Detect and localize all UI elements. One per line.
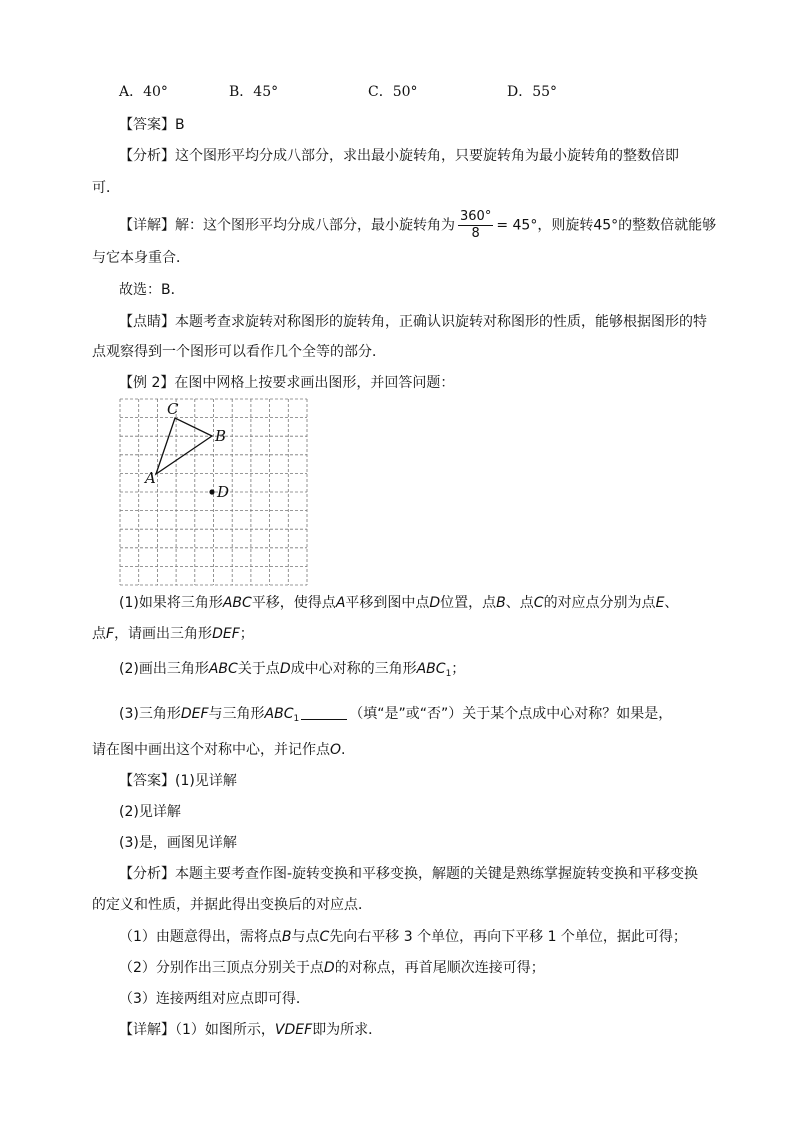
choice-line: 故选：B． bbox=[119, 282, 185, 298]
answer2-line bbox=[119, 771, 237, 791]
detail2-v: V bbox=[274, 1022, 285, 1038]
label-d: D bbox=[217, 483, 230, 501]
answer2-item-2: (2)见详解 bbox=[119, 804, 181, 820]
part2-tri-c: C bbox=[435, 661, 446, 677]
part3-tri-a: A bbox=[264, 706, 275, 722]
label-a: A bbox=[145, 469, 156, 487]
part2-line bbox=[119, 659, 465, 684]
step-1-text: 先向右平移 3 个单位，再向下平移 1 个单位，据此可得； bbox=[329, 929, 687, 945]
answer2-item-1: (1)见详解 bbox=[175, 773, 237, 789]
analysis2-tag: 【分析】 bbox=[119, 866, 175, 882]
step-2-text: （2）分别作出三顶点分别关于点 bbox=[119, 960, 324, 976]
step-1-text: 与点 bbox=[291, 929, 320, 945]
answer2-item-3: (3)是，画图见详解 bbox=[119, 835, 237, 851]
comment-line bbox=[119, 312, 707, 332]
option-b: B．45° bbox=[229, 84, 279, 100]
detail2-tag: 【详解】 bbox=[119, 1022, 175, 1038]
part1-def: DEF bbox=[212, 626, 240, 642]
detail2-line bbox=[119, 1020, 382, 1040]
part1-text: 平移到图中点 bbox=[345, 595, 430, 611]
step-1-point-c: C bbox=[319, 929, 330, 945]
part2-text: 关于点 bbox=[237, 661, 280, 677]
fraction bbox=[458, 209, 493, 242]
example-tag: 【例 2】 bbox=[119, 375, 175, 391]
detail2-text: 即为所求． bbox=[312, 1022, 383, 1038]
option-c: C．50° bbox=[368, 84, 418, 100]
part3-tri-b: B bbox=[274, 706, 284, 722]
part3-text: 请在图中画出这个对称中心，并记作点 bbox=[92, 742, 330, 758]
label-c: C bbox=[167, 400, 179, 418]
part1-text: 、 bbox=[664, 595, 679, 611]
detail-text-pre: 解：这个图形平均分成八部分，最小旋转角为 bbox=[175, 217, 455, 234]
detail-line bbox=[119, 209, 716, 242]
part1-line-cont bbox=[92, 624, 254, 644]
step-1 bbox=[119, 927, 687, 947]
part1-text: ，请画出三角形 bbox=[114, 626, 213, 642]
step-1-text: （1）由题意得出，需将点 bbox=[119, 929, 282, 945]
detail2-text: （1）如图所示， bbox=[175, 1022, 275, 1038]
part1-line bbox=[119, 593, 678, 613]
part2-abc: ABC bbox=[208, 661, 238, 677]
part2-text: 成中心对称的三角形 bbox=[290, 661, 417, 677]
comment-text-cont: 点观察得到一个图形可以看作几个全等的部分． bbox=[92, 344, 386, 360]
part1-point-e: E bbox=[655, 595, 665, 611]
part2-tri-a: A bbox=[416, 661, 427, 677]
detail-text-post: = 45°，则旋转45°的整数倍就能够 bbox=[496, 217, 717, 234]
part1-point-c: C bbox=[533, 595, 544, 611]
part2-point-d: D bbox=[279, 661, 291, 677]
part1-point-f: F bbox=[106, 626, 115, 642]
analysis-tag: 【分析】 bbox=[119, 148, 175, 164]
analysis-text-cont: 可． bbox=[92, 180, 120, 196]
part3-def: DEF bbox=[180, 706, 209, 722]
answer-tag: 【答案】 bbox=[119, 117, 175, 133]
part3-text: (3)三角形 bbox=[119, 706, 181, 722]
part3-text: 与三角形 bbox=[208, 706, 265, 722]
point-d bbox=[209, 489, 214, 494]
option-d: D．55° bbox=[507, 84, 558, 100]
answer2-tag: 【答案】 bbox=[119, 773, 175, 789]
part1-text: 平移，使得点 bbox=[251, 595, 336, 611]
fraction-denominator: 8 bbox=[471, 226, 480, 241]
analysis-line bbox=[119, 146, 679, 166]
fraction-numerator: 360° bbox=[460, 209, 492, 224]
part1-text: 位置，点 bbox=[440, 595, 497, 611]
step-3: （3）连接两组对应点即可得． bbox=[119, 991, 310, 1007]
part3-point-o: O bbox=[330, 742, 342, 758]
part1-text: 的对应点分别为点 bbox=[543, 595, 656, 611]
answer-blank[interactable] bbox=[301, 705, 347, 720]
detail-text-cont: 与它本身重合． bbox=[92, 250, 190, 266]
example-title bbox=[119, 373, 454, 393]
part2-sub: 1 bbox=[445, 669, 452, 679]
detail2-def: DEF bbox=[284, 1022, 313, 1038]
step-2-text: 的对称点，再首尾顺次连接可得； bbox=[334, 960, 545, 976]
part1-point-a: A bbox=[335, 595, 346, 611]
part3-line bbox=[119, 704, 672, 729]
example-title-text: 在图中网格上按要求画出图形，并回答问题： bbox=[174, 375, 455, 391]
step-1-point-b: B bbox=[281, 929, 292, 945]
part1-point-d: D bbox=[429, 595, 441, 611]
comment-text: 本题考查求旋转对称图形的旋转角，正确认识旋转对称图形的性质，能够根据图形的特 bbox=[175, 314, 707, 330]
grid-figure bbox=[118, 398, 310, 586]
part2-tri-b: B bbox=[426, 661, 436, 677]
analysis2-text-cont: 的定义和性质，并据此得出变换后的对应点． bbox=[92, 897, 372, 913]
step-2 bbox=[119, 958, 545, 978]
part1-text: (1)如果将三角形 bbox=[119, 595, 223, 611]
part3-text: （填“是”或“否”）关于某个点成中心对称？如果是， bbox=[349, 706, 673, 722]
analysis2-text: 本题主要考查作图-旋转变换和平移变换，解题的关键是熟练掌握旋转变换和平移变换 bbox=[175, 866, 699, 882]
part3-sub: 1 bbox=[293, 714, 300, 724]
label-b: B bbox=[215, 427, 227, 445]
part3-text: . bbox=[341, 742, 346, 758]
triangle-abc bbox=[156, 418, 212, 474]
part1-point-b: B bbox=[496, 595, 506, 611]
option-a: A．40° bbox=[119, 84, 168, 100]
part3-line-cont bbox=[92, 740, 345, 760]
part3-tri-c: C bbox=[283, 706, 294, 722]
part1-text: ； bbox=[239, 626, 254, 642]
part1-text: 点 bbox=[92, 626, 106, 642]
analysis2-line bbox=[119, 864, 698, 884]
step-2-point-d: D bbox=[323, 960, 335, 976]
answer-line bbox=[119, 115, 185, 135]
comment-tag: 【点睛】 bbox=[119, 314, 175, 330]
analysis-text: 这个图形平均分成八部分，求出最小旋转角，只要旋转角为最小旋转角的整数倍即 bbox=[175, 148, 679, 164]
part1-abc: ABC bbox=[222, 595, 252, 611]
part2-text: ； bbox=[451, 661, 466, 677]
answer-value: B bbox=[175, 117, 185, 133]
part2-text: (2)画出三角形 bbox=[119, 661, 209, 677]
part1-text: 、点 bbox=[505, 595, 534, 611]
detail-tag: 【详解】 bbox=[119, 217, 175, 234]
